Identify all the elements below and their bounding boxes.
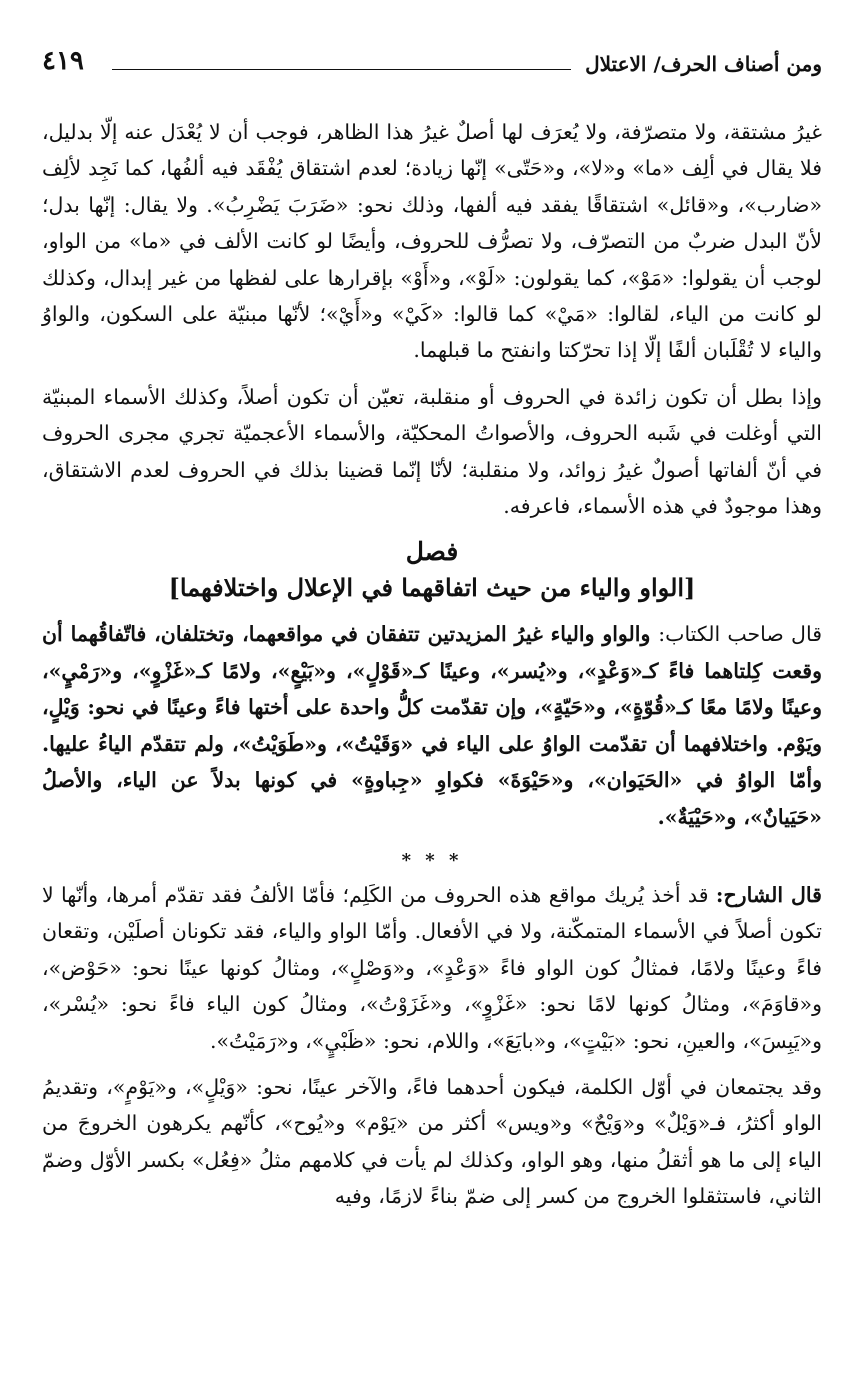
paragraph-1: غيرُ مشتقة، ولا متصرّفة، ولا يُعرَف لها أصلٌ غيرُ هذا الظاهر، فوجب أن لا يُعْدَل عنه إلّا بدليل، فلا يقال في ألِف «ما» و«لا»، و«حَتّى» إنّها زيادة؛ لعدم اشتقاق يُفْقَد فيه ألفُها، كما نَجِد لألِف «ضارب»، و«قائل» اشتقاقًا يفقد فيه ألفها، وذلك نحو: «ضَرَبَ يَضْرِبُ». ولا يقال: إنّها بدل؛ لأنّ البدل ضربٌ من التصرّف، ولا تصرُّف للحروف، وأيضًا لو كانت الألف في «ما» من الواو، لوجب أن يقولوا: «مَوْ»، كما يقولون: «لَوْ»، و«أَوْ» بإقرارها على لفظها من غير إبدال، وكذلك لو كانت من الياء، لقالوا: «مَيْ» كما قالوا: «كَيْ» و«أَيْ»؛ لأنّها مبنيّة على السكون، والواوُ والياء لا تُقْلَبان ألفًا إلّا إذا تحرّكتا وانفتح ما قبلهما. (42, 120, 822, 363)
commentary-paragraph-2: وقد يجتمعان في أوّل الكلمة، فيكون أحدهما فاءً، والآخر عينًا، نحو: «وَيْلٍ»، و«يَوْمٍ»، وتقديمُ الواو أكثرُ، فـ«وَيْلٌ» و«وَيْحٌ» و«ويس» أكثر من «يَوْم» و«يُوح»، كأنّهم يكرهون الخروجَ من الياء إلى ما هو أثقلُ منها، وهو الواو، وكذلك لم يأت في كلامهم مثلُ «فِعُل» بكسر الأوّل وضمّ الثاني، فاستثقلوا الخروج من كسر إلى ضمّ بناءً لازمًا، وفيه (42, 1074, 822, 1209)
asterisk-separator: * * * (401, 849, 463, 871)
quoted-text (42, 616, 822, 834)
commentary-body: قد أخذ يُريك مواقع هذه الحروف من الكَلِم؛ فأمّا الألفُ فقد تقدّم أمرها، وأنّها لا تكون أصلاً في الأسماء المتمكّنة، ولا في الأفعال. وأمّا الواو والياء، فقد تكونان أصلَيْن، وتقعان فاءً وعينًا ولامًا، فمثالُ كون الواو فاءً «وَعْدٍ»، و«وَصْلٍ»، ومثالُ كونها عينًا نحو: «حَوْض»، و«قاوَمَ»، ومثالُ كونها لامًا نحو: «غَزْوٍ»، و«غَزَوْتُ»، ومثالُ كون الياء فاءً نحو: «يُسْر»، و«يَبِسَ»، والعينِ، نحو: «بَيْتٍ»، و«بايَعَ»، واللام، نحو: «ظَبْيٍ»، و«رَمَيْتُ». (42, 882, 822, 1053)
running-title: ومن أصناف الحرف/ الاعتلال (585, 52, 822, 76)
page-number: ٤١٩ (42, 46, 84, 76)
section-heading: فصل (405, 537, 459, 567)
page-header (42, 40, 822, 76)
commentary-paragraph-1 (42, 877, 822, 1059)
quote-body: والواو والياء غيرُ المزيدتين تتفقان في مواقعهما، وتختلفان، فاتّفاقُهما أن وقعت كِلتاهما فاءً كـ«وَعْدٍ»، و«يُسر»، وعينًا كـ«قَوْلٍ»، و«بَيْعٍ»، ولامًا كـ«غَزْوٍ»، و«رَمْيٍ»، وعينًا ولامًا معًا كـ«قُوّةٍ»، و«حَيّةٍ»، وإن تقدّمت كلُّ واحدة على أختها فاءً وعينًا في نحو: وَيْلٍ، ويَوْم. واختلافهما أن تقدّمت الواوُ على الياء في «وَقَيْتُ»، و«طَوَيْتُ»، ولم تتقدّم الياءُ عليها. وأمّا الواوُ في «الحَيَوان»، و«حَيْوَةَ» فكواوِ «جِباوةٍ» في كونها بدلاً عن الياء، والأصلُ «حَيَيانٌ»، و«حَيْيَةٌ». (42, 622, 822, 829)
page-body (42, 114, 822, 1215)
section-subheading: [الواو والياء من حيث اتفاقهما في الإعلال واختلافهما] (168, 573, 696, 603)
commentary-lead: قال الشارح: (715, 882, 822, 907)
paragraph-2: وإذا بطل أن تكون زائدة في الحروف أو منقلبة، تعيّن أن تكون أصلاً، وكذلك الأسماء المبنيّة التي أوغلت في شَبه الحروف، والأصواتُ المحكيّة، والأسماء الأعجميّة تجري مجرى الحروف في أنّ ألفاتها أصولٌ غيرُ زوائد، ولا منقلبة؛ لأنّا إنّما قضينا بذلك في الحروف لعدم الاشتقاق، وهذا موجودٌ في هذه الأسماء، فاعرفه. (42, 384, 822, 519)
header-rule (112, 69, 571, 70)
quote-lead: قال صاحب الكتاب: (658, 622, 822, 647)
